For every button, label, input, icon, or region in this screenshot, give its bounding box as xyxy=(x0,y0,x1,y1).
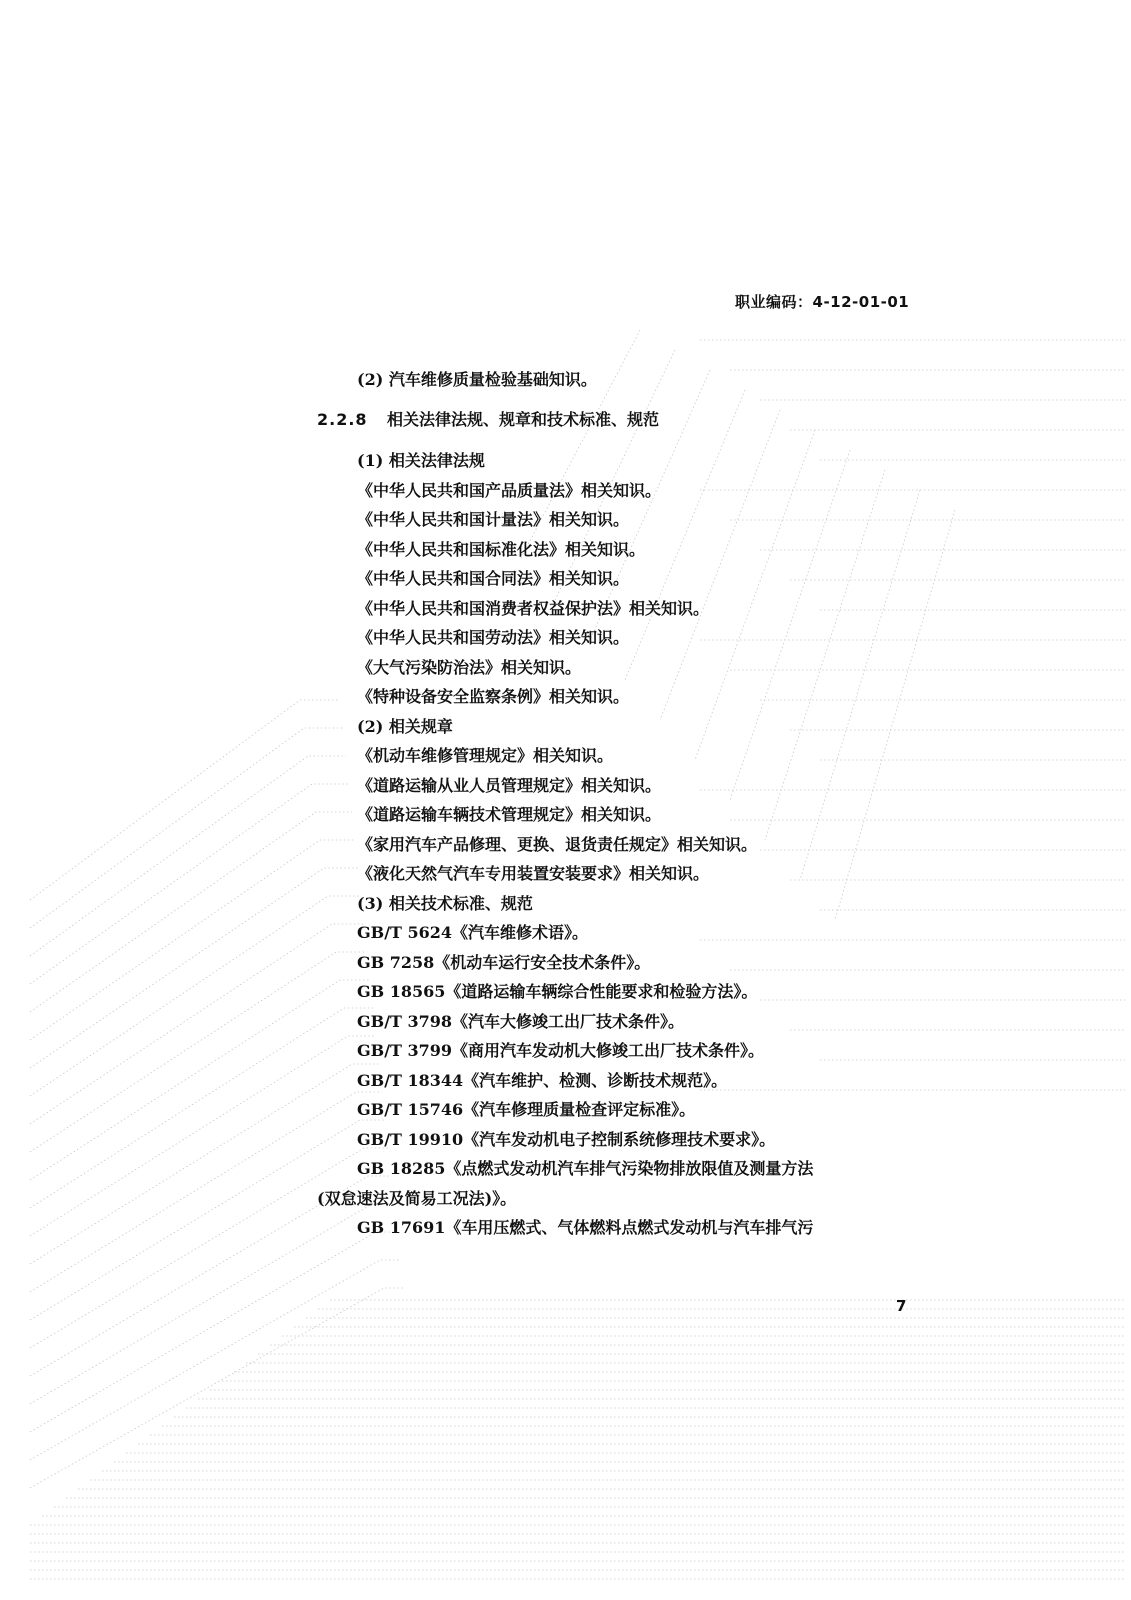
standard-item-continuation: (双怠速法及简易工况法)》。 xyxy=(317,1188,517,1208)
regulation-item: 《家用汽车产品修理、更换、退货责任规定》相关知识。 xyxy=(357,834,758,854)
section-heading xyxy=(317,405,937,435)
law-item: 《中华人民共和国消费者权益保护法》相关知识。 xyxy=(357,598,710,618)
law-item: 《中华人民共和国劳动法》相关知识。 xyxy=(357,628,630,647)
regulation-item: 《道路运输车辆技术管理规定》相关知识。 xyxy=(357,805,662,824)
standard-item: GB/T 3799《商用汽车发动机大修竣工出厂技术条件》。 xyxy=(357,1041,765,1060)
standard-item: GB/T 19910《汽车发动机电子控制系统修理技术要求》。 xyxy=(357,1129,776,1149)
standard-item: GB/T 3798《汽车大修竣工出厂技术条件》。 xyxy=(357,1011,685,1031)
standard-item: GB 17691《车用压燃式、气体燃料点燃式发动机与汽车排气污 xyxy=(357,1218,814,1237)
law-item: 《中华人民共和国标准化法》相关知识。 xyxy=(357,539,646,559)
standard-item: GB 18565《道路运输车辆综合性能要求和检验方法》。 xyxy=(357,982,758,1001)
standard-item: GB 18285《点燃式发动机汽车排气污染物排放限值及测量方法 xyxy=(357,1159,814,1178)
law-item: 《中华人民共和国产品质量法》相关知识。 xyxy=(357,480,662,500)
standards-heading: (3) 相关技术标准、规范 xyxy=(357,893,533,913)
standard-item: GB/T 5624《汽车维修术语》。 xyxy=(357,923,589,942)
occupation-code-header: 职业编码：4-12-01-01 xyxy=(735,293,910,311)
intro-item: (2) 汽车维修质量检验基础知识。 xyxy=(357,370,597,389)
body-text xyxy=(317,365,937,1243)
laws-heading: (1) 相关法律法规 xyxy=(357,451,485,470)
regulations-heading: (2) 相关规章 xyxy=(357,716,453,736)
section-number: 2.2.8 xyxy=(317,409,368,429)
law-item: 《中华人民共和国合同法》相关知识。 xyxy=(357,569,630,588)
page-number: 7 xyxy=(896,1297,907,1315)
regulation-item: 《机动车维修管理规定》相关知识。 xyxy=(357,746,614,765)
regulation-item: 《液化天然气汽车专用装置安装要求》相关知识。 xyxy=(357,864,710,883)
law-item: 《大气污染防治法》相关知识。 xyxy=(357,657,582,677)
standard-item: GB/T 18344《汽车维护、检测、诊断技术规范》。 xyxy=(357,1070,728,1090)
standard-item: GB/T 15746《汽车修理质量检查评定标准》。 xyxy=(357,1100,696,1119)
standard-item: GB 7258《机动车运行安全技术条件》。 xyxy=(357,952,651,972)
law-item: 《特种设备安全监察条例》相关知识。 xyxy=(357,687,630,706)
regulation-item: 《道路运输从业人员管理规定》相关知识。 xyxy=(357,775,662,795)
law-item: 《中华人民共和国计量法》相关知识。 xyxy=(357,510,630,529)
section-title: 相关法律法规、规章和技术标准、规范 xyxy=(387,409,660,429)
